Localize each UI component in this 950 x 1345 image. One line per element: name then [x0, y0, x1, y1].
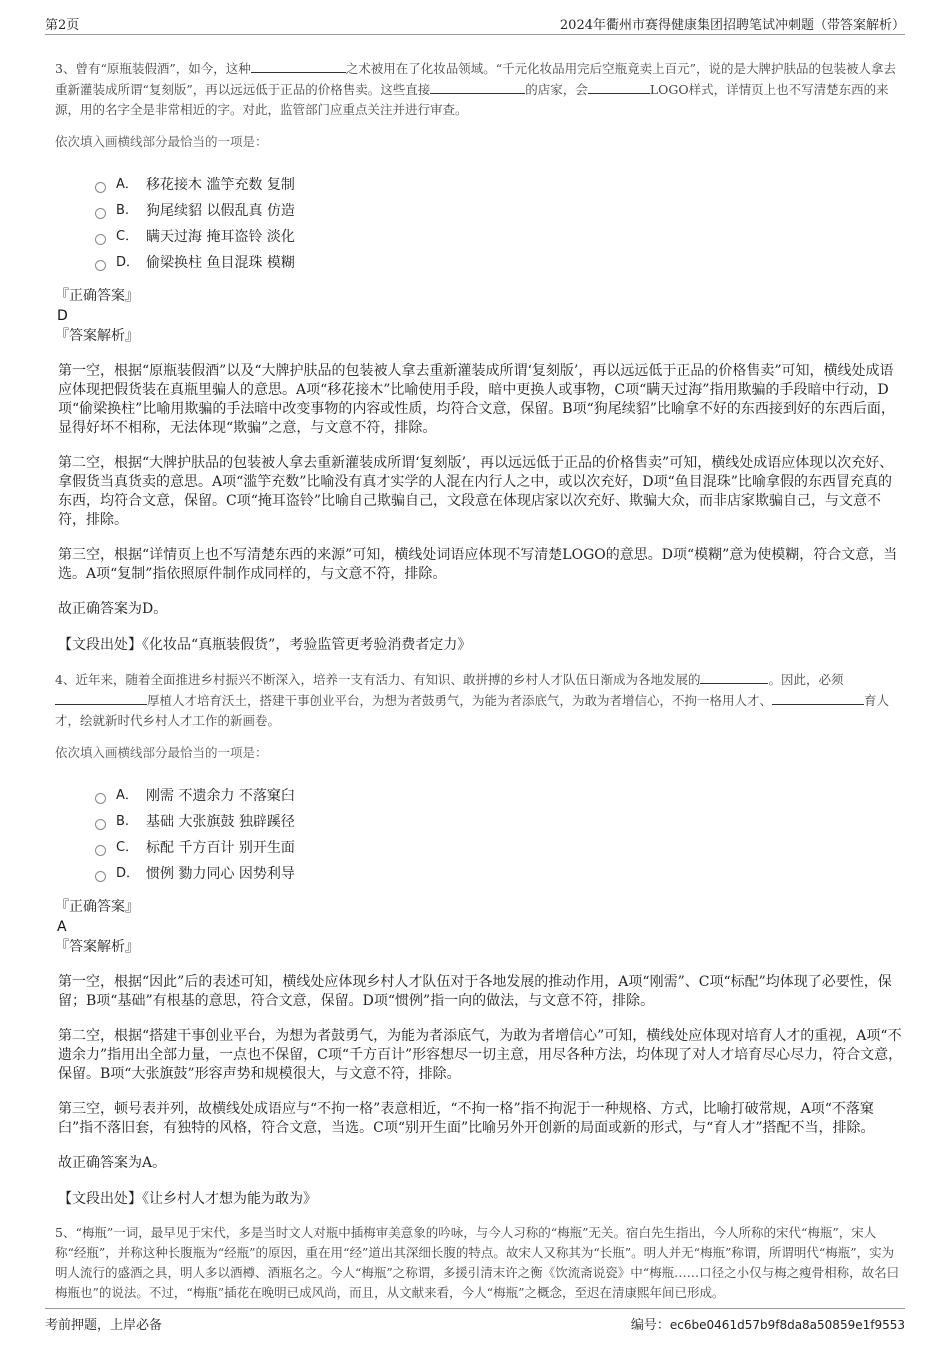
option-c[interactable]: C． 瞒天过海 掩耳盗铃 淡化 [95, 224, 905, 250]
analysis-paragraph: 第二空，根据“搭建干事创业平台，为想为者鼓勇气，为能为者添底气，为敢为者增信心”可知，横线处应体现对培育人才的重视，A项“不遗余力”指用出全部力量，一点也不保留，C项“千方百计”形容想尽一切主意，用尽各种方法，均体现了对人才培育尽心尽力，符合文意，保留。B项“大张旗鼓”形容声势和规模很大，与文意不符，排除。 [58, 1028, 903, 1082]
analysis-label: 『答案解析』 [55, 328, 139, 344]
radio-icon[interactable] [95, 819, 106, 830]
blank-3 [772, 690, 864, 705]
radio-icon[interactable] [95, 208, 106, 219]
analysis-conclusion: 故正确答案为D。 [58, 601, 168, 617]
option-d[interactable]: D． 偷梁换柱 鱼目混珠 模糊 [95, 250, 905, 276]
blank-1 [700, 669, 768, 684]
analysis-paragraph: 第一空，根据“因此”后的表述可知，横线处应体现乡村人才队伍对于各地发展的推动作用，A项“刚需”、C项“标配”均体现了必要性，保留；B项“基础”有根基的意思，符合文意，保留。D项“惯例”指一向的做法，与文意不符，排除。 [58, 974, 892, 1009]
document-title: 2024年衢州市赛得健康集团招聘笔试冲刺题（带答案解析） [559, 18, 905, 33]
radio-icon[interactable] [95, 871, 106, 882]
answer-label: 『正确答案』 [55, 288, 139, 304]
radio-icon[interactable] [95, 182, 106, 193]
radio-icon[interactable] [95, 260, 106, 271]
question-4-stem: 4、近年来，随着全面推进乡村振兴不断深入，培养一支有活力、有知识、敢拼搏的乡村人才队伍日渐成为各地发展的 。因此，必须厚植人才培育沃土，搭建干事创业平台，为想为者鼓勇气，为能为者添底气，为敢为者增信心，不拘一格用人才、 育人才，绘就新时代乡村人才工作的新画卷。 [55, 669, 905, 731]
radio-icon[interactable] [95, 845, 106, 856]
analysis-paragraph: 第三空，根据“详情页上也不写清楚东西的来源”可知，横线处词语应体现不写清楚LOGO的意思。D项“模糊”意为使模糊，符合文意，当选。A项“复制”指依照原件制作成同样的，与文意不符，排除。 [58, 547, 898, 582]
option-b[interactable]: B. 狗尾续貂 以假乱真 仿造 [95, 198, 905, 224]
question-5-stem: 5、“梅瓶”一词，最早见于宋代，多是当时文人对瓶中插梅审美意象的吟咏，与今人习称的“梅瓶”无关。宿白先生指出，今人所称的宋代“梅瓶”，宋人称“经瓶”，并称这种长腹瓶为“经瓶”的原因，重在用“经”道出其深细长腹的特点。故宋人又称其为“长瓶”。明人并无“梅瓶”称谓，所谓明代“梅瓶”，实为明人流行的盛酒之具，明人多以酒樽、酒瓶名之。今人“梅瓶”之称谓，多援引清末许之衡《饮流斋说瓷》中“梅瓶……口径之小仅与梅之瘦骨相称，故名曰梅瓶也”的说法。不过，“梅瓶”插花在晚明已成风尚，而且，从文献来看，今人“梅瓶”之概念，至迟在清康熙年间已形成。 [55, 1225, 900, 1300]
analysis-paragraph: 第二空，根据“大牌护肤品的包装被人拿去重新灌装成所谓‘复刻版’，再以远远低于正品的价格售卖”可知，横线处成语应体现以次充好、拿假货当真货卖的意思。A项“滥竽充数”比喻没有真才实学的人混在内行人之中，或以次充好，D项“鱼目混珠”比喻拿假的东西冒充真的东西，均符合文意，保留。C项“掩耳盗铃”比喻自己欺骗自己，文段意在体现店家以次充好、欺骗大众，而非店家欺骗自己，与文意不符，排除。 [58, 455, 894, 528]
analysis-label: 『答案解析』 [55, 939, 139, 955]
question-4-prompt: 依次填入画横线部分最恰当的一项是： [55, 745, 268, 760]
question-4-options [95, 783, 905, 887]
option-b[interactable]: B. 基础 大张旗鼓 独辟蹊径 [95, 809, 905, 835]
option-a[interactable]: A． 移花接木 滥竽充数 复制 [95, 172, 905, 198]
blank-1 [251, 58, 346, 73]
question-3-stem: 3、曾有“原瓶装假酒”，如今，这种 之术被用在了化妆品领域。“千元化妆品用完后空瓶竟卖上百元”，说的是大牌护肤品的包装被人拿去重新灌装成所谓“复刻版”，再以远远低于正品的价格售卖。这些直接 的店家，会 LOGO样式，详情页上也不写清楚东西的来源，用的名字全是非常相近的字。对此，监管部门应重点关注并进行审查。 [55, 58, 905, 120]
radio-icon[interactable] [95, 793, 106, 804]
document-body [55, 58, 905, 1315]
answer-label: 『正确答案』 [55, 899, 139, 915]
page-footer [45, 1308, 905, 1333]
analysis-paragraph: 第三空，顿号表并列，故横线处成语应与“不拘一格”表意相近，“不拘一格”指不拘泥于一种规格、方式，比喻打破常规，A项“不落窠臼”指不落旧套，有独特的风格，符合文意，当选。C项“别开生面”比喻另外开创新的局面或新的形式，与“育人才”搭配不当，排除。 [58, 1101, 875, 1136]
analysis-conclusion: 故正确答案为A。 [58, 1155, 167, 1171]
source-citation: 【文段出处】《让乡村人才想为能为敢为》 [58, 1191, 317, 1207]
blank-2 [430, 79, 525, 94]
footer-slogan: 考前押题，上岸必备 [45, 1318, 163, 1333]
question-3-options [95, 172, 905, 276]
option-a[interactable]: A． 刚需 不遗余力 不落窠臼 [95, 783, 905, 809]
page-header [45, 12, 905, 35]
document-id: 编号：ec6be0461d57b9f8da8a50859e1f9553 [630, 1318, 905, 1333]
question-3-prompt: 依次填入画横线部分最恰当的一项是： [55, 134, 268, 149]
option-c[interactable]: C． 标配 千方百计 别开生面 [95, 835, 905, 861]
option-d[interactable]: D． 惯例 勠力同心 因势利导 [95, 861, 905, 887]
source-citation: 【文段出处】《化妆品“真瓶装假货”，考验监管更考验消费者定力》 [58, 637, 472, 653]
answer-value: D [57, 308, 68, 324]
answer-value: A [57, 919, 67, 935]
page-number: 第2页 [45, 18, 80, 33]
blank-3 [588, 79, 650, 94]
analysis-paragraph: 第一空，根据“原瓶装假酒”以及“大牌护肤品的包装被人拿去重新灌装成所谓‘复刻版’，再以远远低于正品的价格售卖”可知，横线处成语应体现把假货装在真瓶里骗人的意思。A项“移花接木”比喻使用手段，暗中更换人或事物，C项“瞒天过海”指用欺骗的手段暗中行动，D项“偷梁换柱”比喻用欺骗的手法暗中改变事物的内容或性质，均符合文意，保留。B项“狗尾续貂”比喻拿不好的东西接到好的东西后面，显得好坏不相称，无法体现“欺骗”之意，与文意不符，排除。 [58, 363, 895, 436]
radio-icon[interactable] [95, 234, 106, 245]
blank-2 [55, 690, 147, 705]
